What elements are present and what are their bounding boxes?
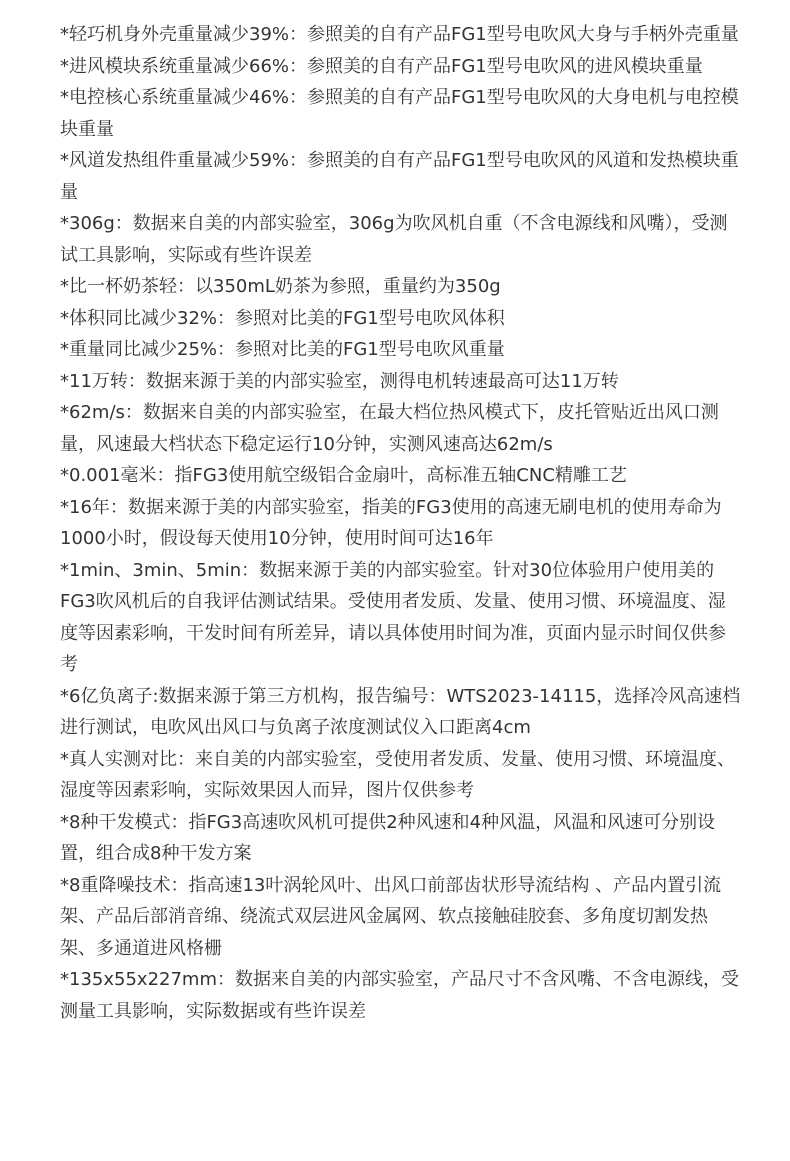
footnote-line: 考: [60, 654, 78, 675]
footnote-weight: [60, 334, 760, 366]
footnote-line: *体积同比减少32%：参照对比美的FG1型号电吹风体积: [60, 307, 505, 329]
footnote-dry-modes: [60, 807, 760, 870]
footnote-shell-weight: [60, 19, 760, 51]
footnote-line: 测量工具影响，实际数据或有些许误差: [60, 1000, 366, 1022]
footnote-control-weight: [60, 82, 760, 145]
footnote-line: 架、多通道进风格栅: [60, 937, 222, 959]
footnote-line: *轻巧机身外壳重量减少39%：参照美的自有产品FG1型号电吹风大身与手柄外壳重量: [60, 24, 739, 45]
footnote-line: *306g：数据来自美的内部实验室，306g为吹风机自重（不含电源线和风嘴），受测: [60, 213, 728, 234]
footnote-line: 架、产品后部消音绵、绕流式双层进风金属网、软点接触硅胶套、多角度切割发热: [60, 906, 708, 927]
footnote-line: *11万转：数据来源于美的内部实验室，测得电机转速最高可达11万转: [60, 370, 619, 392]
footnote-line: *62m/s：数据来自美的内部实验室，在最大档位热风模式下，皮托管贴近出风口测: [60, 402, 719, 423]
footnote-dimensions: [60, 964, 760, 1027]
footnote-306g: [60, 208, 760, 271]
footnote-line: 进行测试，电吹风出风口与负离子浓度测试仪入口距离4cm: [60, 717, 531, 738]
footnote-milk-tea: [60, 271, 760, 303]
footnote-line: *风道发热组件重量减少59%：参照美的自有产品FG1型号电吹风的风道和发热模块重: [60, 150, 739, 171]
footnote-volume: [60, 303, 760, 335]
footnote-line: 置，组合成8种干发方案: [60, 843, 252, 864]
footnote-line: *1min、3min、5min：数据来源于美的内部实验室。针对30位体验用户使用美的: [60, 559, 715, 581]
footnote-line: *0.001毫米：指FG3使用航空级铝合金扇叶，高标准五轴CNC精雕工艺: [60, 465, 627, 486]
footnote-line: *135x55x227mm：数据来自美的内部实验室，产品尺寸不含风嘴、不含电源线，受: [60, 969, 739, 990]
footnote-duct-weight: [60, 145, 760, 208]
footnote-line: *6亿负离子:数据来源于第三方机构，报告编号：WTS2023-14115，选择冷风高速档: [60, 685, 741, 707]
footnote-noise-reduction: [60, 870, 760, 965]
footnote-line: 量: [60, 181, 78, 203]
footnote-line: *进风模块系统重量减少66%：参照美的自有产品FG1型号电吹风的进风模块重量: [60, 55, 703, 77]
footnote-line: *比一杯奶茶轻：以350mL奶茶为参照，重量约为350g: [60, 276, 501, 297]
footnote-line: FG3吹风机后的自我评估测试结果。受使用者发质、发量、使用习惯、环境温度、湿: [60, 591, 726, 612]
footnote-line: 1000小时，假设每天使用10分钟，使用时间可达16年: [60, 528, 494, 549]
footnote-line: 试工具影响，实际或有些许误差: [60, 244, 312, 266]
footnote-precision: [60, 460, 760, 492]
footnote-intake-weight: [60, 51, 760, 83]
footnote-line: *真人实测对比：来自美的内部实验室，受使用者发质、发量、使用习惯、环境温度、: [60, 748, 735, 770]
footnote-line: *16年：数据来源于美的内部实验室，指美的FG3使用的高速无刷电机的使用寿命为: [60, 496, 722, 518]
footnote-dry-time: [60, 555, 760, 681]
footnote-wind-speed: [60, 397, 760, 460]
footnote-lifespan: [60, 492, 760, 555]
footnote-line: *电控核心系统重量减少46%：参照美的自有产品FG1型号电吹风的大身电机与电控模: [60, 87, 739, 108]
footnote-negative-ions: [60, 681, 760, 744]
footnote-line: *8重降噪技术：指高速13叶涡轮风叶、出风口前部齿状形导流结构 、产品内置引流: [60, 874, 722, 896]
footnote-line: 度等因素彩响，干发时间有所差异，请以具体使用时间为准，页面内显示时间仅供参: [60, 622, 726, 644]
footnote-line: *重量同比减少25%：参照对比美的FG1型号电吹风重量: [60, 339, 505, 360]
footnote-rpm: [60, 366, 760, 398]
footnotes-list: [60, 19, 760, 1027]
footnote-real-test: [60, 744, 760, 807]
footnote-line: 量，风速最大档状态下稳定运行10分钟，实测风速高达62m/s: [60, 433, 553, 455]
footnote-line: *8种干发模式：指FG3高速吹风机可提供2种风速和4种风温，风温和风速可分别设: [60, 811, 716, 833]
footnote-line: 块重量: [60, 118, 114, 140]
footnote-line: 湿度等因素彩响，实际效果因人而异，图片仅供参考: [60, 780, 474, 801]
